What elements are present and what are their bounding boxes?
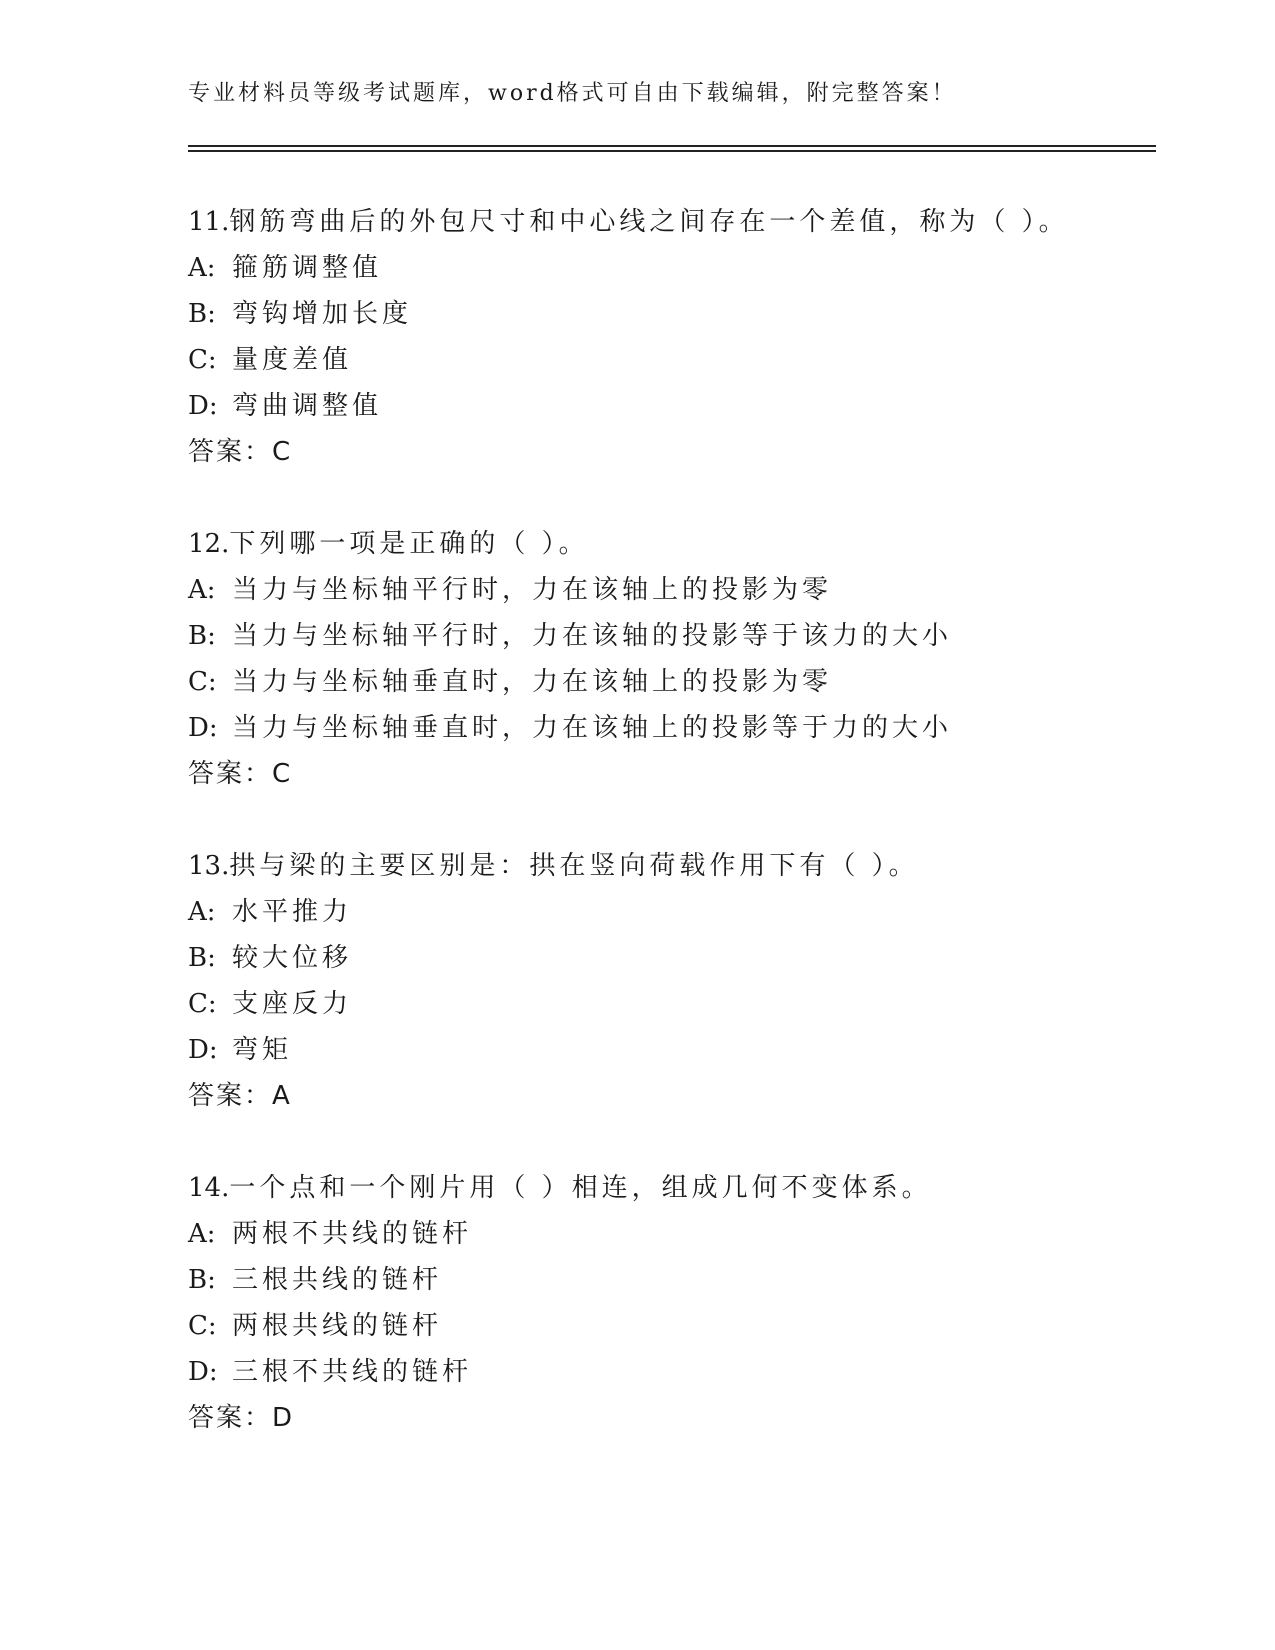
question-stem — [188, 199, 1156, 245]
answer-line: 答案：C — [188, 437, 293, 467]
question-stem — [188, 843, 1156, 889]
option-a — [188, 567, 1156, 613]
page-header: 专业材料员等级考试题库，word格式可自由下载编辑，附完整答案！ — [188, 81, 957, 106]
option-text: 箍筋调整值 — [232, 253, 383, 283]
option-c — [188, 659, 1156, 705]
option-text: 当力与坐标轴垂直时，力在该轴上的投影等于力的大小 — [232, 713, 953, 743]
option-text: 两根不共线的链杆 — [232, 1219, 473, 1249]
option-d — [188, 383, 1156, 429]
option-c — [188, 337, 1156, 383]
option-key: C: — [188, 989, 217, 1019]
option-text: 支座反力 — [232, 989, 353, 1019]
question-number: 13. — [188, 851, 230, 881]
option-a — [188, 1211, 1156, 1257]
option-b — [188, 935, 1156, 981]
option-text: 两根共线的链杆 — [232, 1311, 443, 1341]
option-c — [188, 981, 1156, 1027]
option-key: C: — [188, 1311, 217, 1341]
header-divider-bottom — [188, 150, 1156, 152]
option-a — [188, 889, 1156, 935]
option-text: 三根共线的链杆 — [232, 1265, 443, 1295]
option-b — [188, 1257, 1156, 1303]
option-key: C: — [188, 667, 217, 697]
option-a — [188, 245, 1156, 291]
option-key: A: — [188, 897, 216, 927]
answer-line: 答案：C — [188, 759, 293, 789]
answer-line: 答案：A — [188, 1081, 292, 1111]
option-text: 弯矩 — [232, 1035, 293, 1065]
option-d — [188, 705, 1156, 751]
question-14 — [188, 1165, 1156, 1441]
question-text: 拱与梁的主要区别是：拱在竖向荷载作用下有（ ）。 — [229, 851, 919, 881]
option-d — [188, 1027, 1156, 1073]
question-11 — [188, 199, 1156, 475]
question-stem — [188, 521, 1156, 567]
option-text: 当力与坐标轴垂直时，力在该轴上的投影为零 — [232, 667, 833, 697]
option-key: C: — [188, 345, 217, 375]
question-number: 12. — [188, 529, 230, 559]
option-text: 弯曲调整值 — [232, 391, 383, 421]
option-key: B: — [188, 299, 216, 329]
option-key: A: — [188, 1219, 216, 1249]
option-key: B: — [188, 943, 216, 973]
option-key: B: — [188, 621, 216, 651]
question-12 — [188, 521, 1156, 797]
option-key: D: — [188, 1357, 218, 1387]
option-b — [188, 291, 1156, 337]
option-text: 三根不共线的链杆 — [232, 1357, 473, 1387]
question-13 — [188, 843, 1156, 1119]
option-text: 弯钩增加长度 — [232, 299, 413, 329]
option-text: 当力与坐标轴平行时，力在该轴的投影等于该力的大小 — [232, 621, 953, 651]
option-text: 量度差值 — [232, 345, 353, 375]
question-text: 下列哪一项是正确的（ ）。 — [229, 529, 589, 559]
option-key: B: — [188, 1265, 216, 1295]
option-b — [188, 613, 1156, 659]
option-d — [188, 1349, 1156, 1395]
option-text: 水平推力 — [232, 897, 353, 927]
option-text: 当力与坐标轴平行时，力在该轴上的投影为零 — [232, 575, 833, 605]
option-text: 较大位移 — [232, 943, 353, 973]
answer-line: 答案：D — [188, 1403, 295, 1433]
option-key: A: — [188, 253, 216, 283]
option-key: D: — [188, 713, 218, 743]
option-key: A: — [188, 575, 216, 605]
question-text: 钢筋弯曲后的外包尺寸和中心线之间存在一个差值，称为（ ）。 — [229, 207, 1069, 237]
header-divider-top — [188, 145, 1156, 147]
option-c — [188, 1303, 1156, 1349]
question-number: 11. — [188, 207, 230, 237]
question-stem — [188, 1165, 1156, 1211]
question-text: 一个点和一个刚片用（ ）相连，组成几何不变体系。 — [229, 1173, 932, 1203]
option-key: D: — [188, 391, 218, 421]
option-key: D: — [188, 1035, 218, 1065]
question-number: 14. — [188, 1173, 230, 1203]
